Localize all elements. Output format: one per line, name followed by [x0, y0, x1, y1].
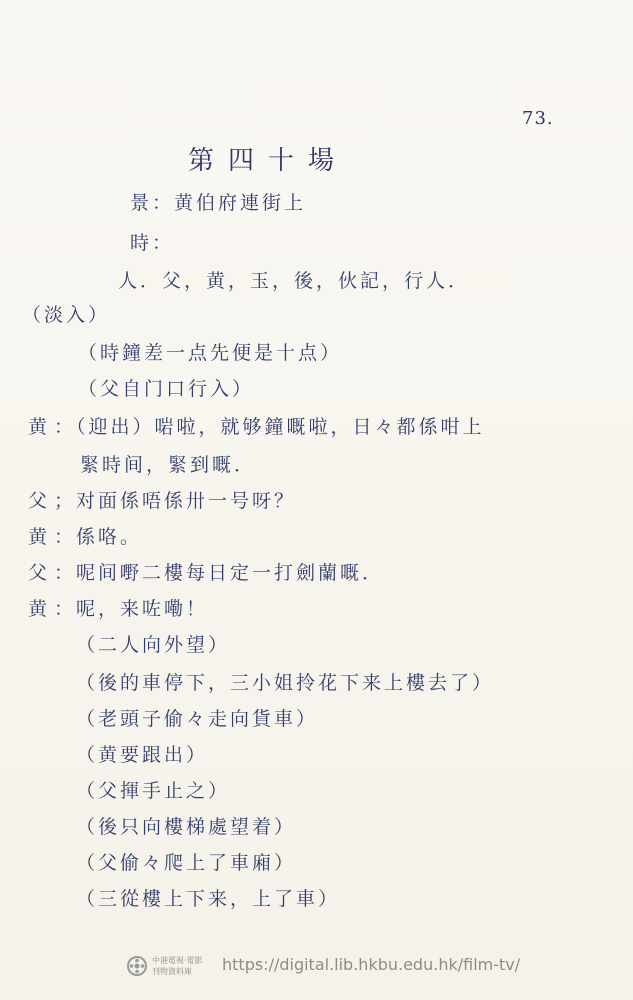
speaker-label: 黄: [28, 416, 48, 438]
dialogue-line: ：呢间嘢二樓每日定一打劍蘭嘅．: [54, 562, 385, 584]
stage-direction: （父自门口行入）: [78, 378, 255, 400]
dialogue-line: 緊時间，緊到嘅．: [80, 454, 257, 476]
speaker-label: 父: [28, 562, 48, 584]
fade-in-direction: （淡入）: [22, 304, 111, 326]
stage-direction: （父偷々爬上了車廂）: [76, 852, 297, 874]
stage-direction: （二人向外望）: [76, 634, 231, 656]
page-number: 73.: [522, 108, 554, 129]
speaker-label: 黄: [28, 598, 48, 620]
stage-direction: （後的車停下，三小姐拎花下来上樓去了）: [76, 672, 495, 694]
scene-location: 景：黄伯府連街上: [130, 192, 307, 214]
scene-time: 時：: [130, 232, 175, 254]
source-url[interactable]: https://digital.lib.hkbu.edu.hk/film-tv/: [222, 955, 521, 974]
stage-direction: （老頭子偷々走向貨車）: [76, 708, 319, 730]
logo-text-line2: 刊物資料庫: [152, 967, 192, 976]
scene-title: 第四十場: [188, 146, 349, 176]
film-reel-icon: [126, 955, 148, 977]
dialogue-line: ：（迎出）啱啦，就够鐘嘅啦，日々都係咁上: [54, 416, 485, 438]
library-logo: [126, 953, 214, 979]
dialogue-line: ：係咯。: [54, 526, 143, 548]
stage-direction: （後只向樓梯處望着）: [76, 816, 297, 838]
scene-characters: 人．父，黄，玉，後，伙記，行人．: [118, 270, 471, 292]
speaker-label: 父: [28, 490, 48, 512]
dialogue-line: ：呢，来咗嘞！: [54, 598, 209, 620]
stage-direction: （三從樓上下来，上了車）: [76, 888, 341, 910]
stage-direction: （父揮手止之）: [76, 780, 231, 802]
dialogue-line: ；对面係唔係卅一号呀？: [54, 490, 297, 512]
logo-text-line1: 中港電視·電影: [152, 956, 203, 965]
stage-direction: （時鐘差一点先便是十点）: [78, 342, 343, 364]
speaker-label: 黄: [28, 526, 48, 548]
stage-direction: （黄要跟出）: [76, 744, 209, 766]
